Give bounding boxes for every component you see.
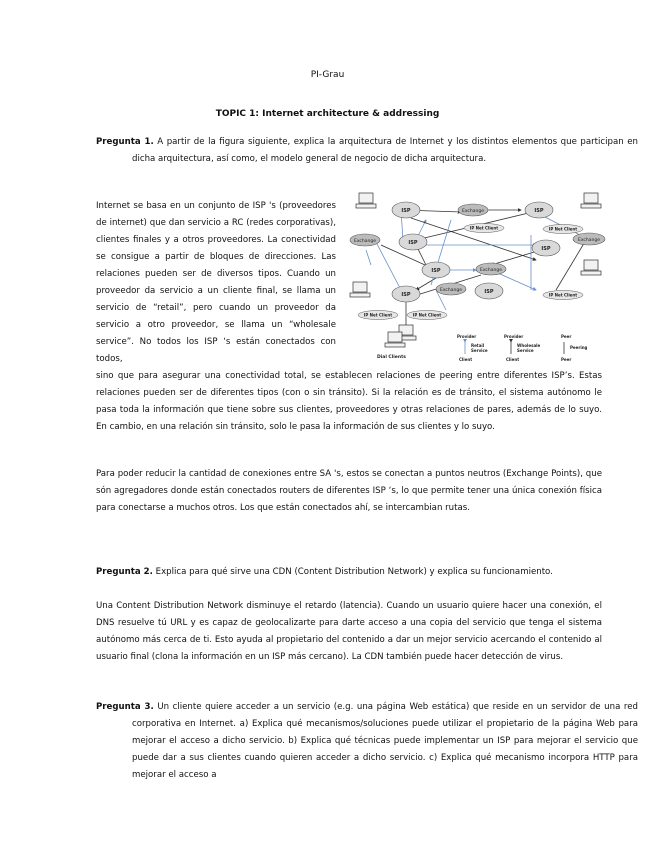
question-3 [96, 699, 638, 784]
legend-client: Client [506, 357, 520, 362]
ip-net-client-label: IP Net Client [412, 312, 442, 318]
legend-provider: Provider [504, 334, 524, 339]
figure-legend [457, 334, 588, 362]
answer-1-paragraph-2: Para poder reducir la cantidad de conexiones entre SA 's, estos se conectan a puntos neutros (Exchange Points), que són agregadores donde están conectados routers de diferentes ISP ‘s, lo que permite tener una única conexión física para conectarse a muchos otros. Los que están conectados ahí, se intercambian rutas. [96, 469, 602, 513]
question-1 [96, 134, 638, 168]
dial-clients-label: Dial Clients [377, 355, 406, 360]
exchange-label: Exchange [462, 209, 484, 214]
legend-retail: Retail [471, 343, 485, 348]
question-2 [96, 564, 602, 581]
exchange-label: Exchange [354, 239, 376, 244]
question-1-text: A partir de la figura siguiente, explica la arquitectura de Internet y los distintos elementos que participan en dicha arquitectura, así como, el modelo general de negocio de dicha arquitectura. [132, 137, 638, 164]
legend-peer: Peer [561, 357, 572, 362]
question-3-label: Pregunta 3. [96, 702, 154, 712]
ip-net-client-label: IP Net Client [548, 292, 578, 298]
answer-1-wrapped-text: Internet se basa en un conjunto de ISP 's (proveedores de internet) que dan servicio a RC (redes corporativas), clientes finales y a otros proveedores. La conectividad se consigue a partir de bloques de direcciones. Las relaciones pueden ser de diversos tipos. Cuando un proveedor da servicio a un cliente final, se llama un servicio de “retail”, pero cuando un proveedor da servicio a otro proveedor, se llama un “wholesale service”. No todos los ISP ‘s están conectados con todos, [96, 201, 336, 364]
question-2-text: Explica para qué sirve una CDN (Content Distribution Network) y explica su funcionamiento. [155, 567, 553, 577]
legend-service: Service [517, 348, 534, 353]
isp-label: ISP [401, 208, 411, 214]
question-2-label: Pregunta 2. [96, 567, 153, 577]
isp-label: ISP [534, 208, 544, 214]
isp-label: ISP [484, 289, 494, 295]
isp-label: ISP [408, 240, 418, 246]
ip-net-client-label: IP Net Client [469, 225, 499, 231]
legend-provider: Provider [457, 334, 477, 339]
exchange-label: Exchange [480, 268, 502, 273]
isp-label: ISP [401, 292, 411, 298]
page-title: TOPIC 1: Internet architecture & addressing [215, 109, 440, 119]
exchange-point [350, 204, 605, 295]
isp-label: ISP [541, 246, 551, 252]
ip-net-client-label: IP Net Client [363, 312, 393, 318]
answer-2: Una Content Distribution Network disminuye el retardo (latencia). Cuando un usuario quiere hacer una conexión, el DNS resuelve tú URL y es capaz de geolocalizarte para darte acceso a una copia del servicio que tenga el sistema autónomo más cerca de ti. Esto ayuda al propietario del contenido a dar un mejor servicio acercando el contenido al usuario final (clona la información en un ISP más cercano). La CDN también puede hacer detección de virus. [96, 601, 602, 662]
legend-peer: Peer [561, 334, 572, 339]
question-3-text: Un cliente quiere acceder a un servicio (e.g. una página Web estática) que reside en un servidor de una red corporativa en Internet. a) Explica qué mecanismos/soluciones puede utilizar el propietario de la página Web para mejorar el acceso a dicho servicio. b) Explica qué técnicas puede implementar un ISP para mejorar el servicio que puede dar a sus clientes cuando quieren acceder a dicho servicio. c) Explica qué mecanismo incorpora HTTP para mejorar el acceso a [132, 702, 638, 780]
legend-wholesale: Wholesale [517, 343, 541, 348]
internet-architecture-figure [341, 190, 606, 365]
legend-service: Service [471, 348, 488, 353]
exchange-label: Exchange [440, 288, 462, 293]
exchange-label: Exchange [578, 238, 600, 243]
answer-1-continued: sino que para asegurar una conectividad total, se establecen relaciones de peering entre diferentes ISP’s. Estas relaciones pueden ser de diferentes tipos (con o sin tránsito). Si la relación es de tránsito, el sistema autónomo le pasa toda la información que tiene sobre sus clientes, proveedores y otras relaciones de pares, además de lo suyo. En cambio, en una relación sin tránsito, solo le pasa la información de sus clientes y lo suyo. [96, 371, 602, 432]
legend-client: Client [459, 357, 473, 362]
isp-label: ISP [431, 268, 441, 274]
isp-cloud [392, 202, 560, 302]
ip-net-client-label: IP Net Client [548, 226, 578, 232]
question-1-label: Pregunta 1. [96, 137, 154, 147]
legend-peering: Peering [570, 345, 588, 350]
page-header: PI-Grau [310, 70, 345, 80]
